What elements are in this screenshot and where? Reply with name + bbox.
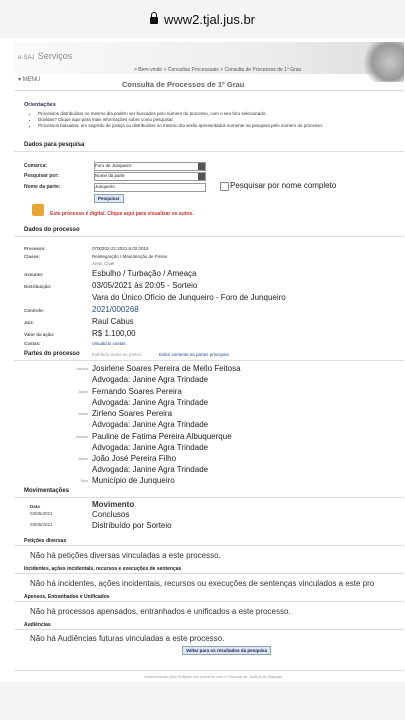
digital-process-icon[interactable] (32, 204, 44, 216)
divider (14, 629, 404, 630)
divider (14, 545, 404, 546)
divider (14, 497, 404, 498)
audiencias-message: Não há Audiências futuras vinculadas a este processo. (30, 634, 225, 643)
parte-role: Réu (80, 478, 88, 483)
parte-role: Autor (78, 389, 88, 394)
area-value: Área: Cível (92, 261, 115, 266)
parte-role: Autora (76, 434, 88, 439)
parte-name: Zirleno Soares Pereira (92, 409, 173, 418)
juiz-label: Juiz: (24, 320, 35, 325)
header-decoration (350, 42, 404, 82)
pesquisar-por-label: Pesquisar por: (24, 173, 60, 179)
parte-advogada: Advogada: Janine Agra Trindade (92, 420, 209, 429)
breadcrumb[interactable]: > Bem-vindo > Consultas Processuais > Consulta de Processos de 1º Grau (134, 67, 302, 73)
mov-date: 03/05/2021 (30, 511, 53, 516)
browser-bottom-bar (0, 682, 405, 720)
divider (14, 151, 404, 152)
mov-desc: Distribuído por Sorteio (92, 521, 172, 530)
section-apensos: Apensos, Entranhados e Unificados (24, 594, 110, 600)
orientacoes-box (24, 102, 323, 129)
orientacao-item: • Processos baixados, em segredo de justiça ou distribuídos no mesmo dia serão apresentados somente na pesquisa pelo número do processo. (38, 123, 323, 129)
pesquisar-button[interactable]: Pesquisar (94, 194, 124, 203)
mov-desc: Conclusos (92, 510, 130, 519)
page-title: Consulta de Processos de 1º Grau (122, 80, 245, 89)
section-dados-processo: Dados do processo (24, 227, 80, 233)
nome-completo-checkbox[interactable] (220, 182, 229, 191)
valor-value: R$ 1.100,00 (92, 329, 136, 338)
footer-credit: Desenvolvido pela Softplan em parceria com o Tribunal de Justiça de Alagoas (144, 674, 283, 679)
col-movimento-header: Movimento (92, 500, 135, 509)
parte-advogada: Advogada: Janine Agra Trindade (92, 398, 209, 407)
chevron-down-icon (198, 173, 205, 180)
digital-process-link[interactable]: Este processo é digital. Clique aqui para visualizar os autos. (50, 211, 194, 217)
section-movimentacoes: Movimentações (24, 488, 70, 494)
divider (14, 236, 404, 237)
parte-name: Josirlene Soares Pereira de Mello Feitosa (92, 364, 241, 373)
divider (14, 601, 404, 602)
chevron-down-icon (198, 163, 205, 170)
site-header (14, 42, 404, 74)
custas-label: Custas: (24, 341, 41, 346)
assunto-label: Assunto: (24, 272, 44, 277)
controle-value: 2021/000268 (92, 305, 139, 314)
apensos-message: Não há processos apensados, entranhados e unificados a este processo. (30, 607, 291, 616)
tab-todas-partes: Exibindo todas as partes. (92, 352, 143, 357)
page-content (14, 42, 404, 682)
orientacao-item[interactable]: • Dúvidas? Clique aqui para mais informações sobre como pesquisar. (38, 117, 323, 123)
tab-partes-principais[interactable]: Exibir somente as partes principais. (159, 352, 231, 357)
classe-value: Reintegração / Manutenção de Posse (92, 254, 168, 259)
section-audiencias: Audiências (24, 622, 51, 628)
section-peticoes: Petições diversas (24, 538, 67, 544)
valor-label: Valor da ação: (24, 332, 55, 337)
lock-icon (150, 17, 158, 24)
classe-label: Classe: (24, 254, 41, 259)
site-logo[interactable]: e-SAJ Serviços (18, 51, 73, 61)
orientacoes-title: Orientações (24, 102, 56, 108)
nome-parte-label: Nome da parte: (24, 184, 61, 190)
url-text: www2.tjal.jus.br (163, 11, 256, 27)
orientacao-item: • Processos distribuídos no mesmo dia podem ser buscados pelo número do processo, com o seu foro selecionado. (38, 111, 323, 117)
parte-role: Autora (76, 366, 88, 371)
section-partes: Partes do processo (24, 351, 80, 357)
controle-label: Controle: (24, 308, 44, 313)
section-incidentes: Incidentes, ações incidentais, recursos e execuções de sentenças (24, 566, 182, 572)
divider (14, 90, 404, 91)
browser-address-bar[interactable] (0, 0, 405, 38)
parte-role: Autor (78, 456, 88, 461)
juiz-value: Raul Cabus (92, 317, 134, 326)
comarca-select[interactable]: Foro de Junqueiro (94, 162, 206, 171)
divider (14, 573, 404, 574)
parte-advogada: Advogada: Janine Agra Trindade (92, 375, 209, 384)
visualizar-custas-link[interactable]: Visualizar custas (92, 341, 126, 346)
divider (14, 670, 404, 671)
assunto-value: Esbulho / Turbação / Ameaça (92, 269, 197, 278)
col-data-header: Data (30, 504, 40, 509)
incidentes-message: Não há incidentes, ações incidentais, recursos ou execuções de sentenças vinculados a este pro (30, 579, 375, 588)
distribuicao-label: Distribuição: (24, 284, 52, 289)
parte-name: Fernando Soares Pereira (92, 387, 182, 396)
section-dados-pesquisa: Dados para pesquisa (24, 142, 85, 148)
parte-role: Autor (78, 411, 88, 416)
divider (14, 360, 404, 361)
vara-value: Vara do Único Ofício de Junqueiro - Foro de Junqueiro (92, 293, 286, 302)
menu-button[interactable]: ▾ MENU (18, 77, 41, 83)
processo-label: Processo: (24, 246, 46, 251)
nome-parte-input[interactable]: Junqueiro (94, 183, 206, 192)
processo-value: 0700202-22.2021.8.02.0016 (92, 246, 149, 251)
pesquisar-por-select[interactable]: Nome da parte (94, 172, 206, 181)
parte-advogada: Advogada: Janine Agra Trindade (92, 443, 209, 452)
parte-advogada: Advogada: Janine Agra Trindade (92, 465, 209, 474)
distribuicao-value: 03/05/2021 às 20:05 - Sorteio (92, 281, 198, 290)
nome-completo-label: Pesquisar por nome completo (230, 181, 337, 190)
comarca-label: Comarca: (24, 163, 48, 169)
parte-name: João José Pereira Filho (92, 454, 177, 463)
peticoes-message: Não há petições diversas vinculadas a este processo. (30, 551, 221, 560)
mov-date: 03/05/2021 (30, 522, 53, 527)
parte-name: Município de Junqueiro (92, 476, 175, 485)
voltar-button[interactable]: Voltar para os resultados da pesquisa (182, 646, 271, 655)
logo-sub: Serviços (37, 51, 73, 61)
parte-name: Pauline de Fatima Pereira Albuquerque (92, 432, 232, 441)
